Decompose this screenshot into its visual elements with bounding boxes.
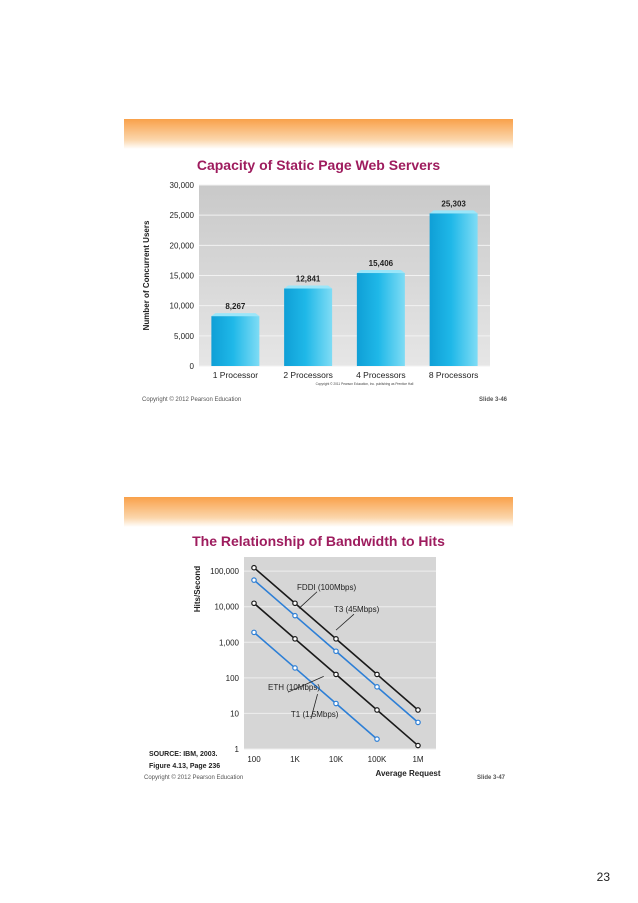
bar-value-label: 25,303	[441, 199, 466, 209]
x-axis-label: Average Request	[375, 769, 441, 778]
y-tick-label: 10,000	[214, 602, 239, 612]
y-tick-label: 100	[225, 673, 239, 683]
y-tick-label: 20,000	[169, 241, 194, 251]
series-point	[416, 720, 420, 724]
slide-footer-copyright: Copyright © 2012 Pearson Education	[144, 775, 244, 781]
series-point	[375, 672, 379, 676]
y-axis-label: Hits/Second	[193, 565, 202, 613]
series-label: T3 (45Mbps)	[333, 605, 380, 615]
y-tick-label: 10	[230, 709, 239, 719]
x-tick-label: 1M	[412, 755, 424, 764]
slide-header-strip	[124, 119, 513, 149]
y-tick-label: 15,000	[169, 271, 194, 281]
page-number: 23	[596, 870, 610, 884]
series-label: FDDI (100Mbps)	[297, 582, 357, 592]
y-tick-label: 1	[234, 745, 239, 754]
x-tick-label: 4 Processors	[356, 370, 406, 380]
slide-footer-copyright: Copyright © 2012 Pearson Education	[142, 397, 242, 403]
y-tick-label: 1,000	[218, 638, 239, 648]
y-tick-label: 5,000	[173, 331, 194, 341]
series-point	[334, 672, 338, 676]
bar-top	[211, 313, 259, 316]
bar-top	[284, 286, 332, 289]
slide-bandwidth	[124, 497, 513, 787]
series-label: T1 (1.5Mbps)	[290, 709, 339, 719]
bar-chart	[124, 175, 513, 415]
x-tick-label: 100K	[367, 755, 387, 764]
y-tick-label: 10,000	[169, 301, 194, 311]
bar-top	[430, 210, 478, 213]
bar-top	[357, 270, 405, 273]
chart-copyright: Copyright © 2011 Pearson Education, Inc. publishing as Prentice Hall	[315, 382, 414, 386]
y-tick-label: 0	[189, 362, 194, 371]
x-tick-label: 2 Processors	[283, 370, 333, 380]
series-point	[334, 649, 338, 653]
x-tick-label: 8 Processors	[428, 370, 479, 380]
bar-value-label: 15,406	[368, 259, 394, 269]
x-tick-label: 100	[247, 755, 261, 764]
series-point	[375, 737, 379, 741]
slide-title: The Relationship of Bandwidth to Hits	[192, 533, 445, 549]
bar	[430, 213, 478, 366]
series-point	[293, 601, 297, 605]
series-point	[293, 666, 297, 670]
series-point	[252, 578, 256, 582]
series-label: ETH (10Mbps)	[268, 683, 321, 693]
series-point	[416, 743, 420, 747]
slide-number: Slide 3-47	[476, 775, 505, 781]
x-tick-label: 10K	[328, 755, 344, 764]
series-point	[293, 637, 297, 641]
x-tick-label: 1 Processor	[212, 370, 259, 380]
series-point	[375, 708, 379, 712]
slide-header-strip	[124, 497, 513, 527]
bar	[211, 316, 259, 366]
y-tick-label: 30,000	[169, 181, 194, 190]
y-axis-label: Number of Concurrent Users	[142, 220, 151, 331]
bar-value-label: 12,841	[295, 274, 321, 284]
series-point	[375, 685, 379, 689]
series-point	[416, 708, 420, 712]
series-point	[252, 630, 256, 634]
slide-capacity	[124, 119, 513, 409]
source-citation: SOURCE: IBM, 2003.	[149, 751, 218, 758]
x-tick-label: 1K	[290, 755, 300, 764]
series-point	[293, 613, 297, 617]
slide-number: Slide 3-46	[478, 397, 507, 403]
y-tick-label: 100,000	[210, 567, 239, 577]
bar	[357, 273, 405, 366]
y-tick-label: 25,000	[169, 211, 194, 221]
series-point	[252, 601, 256, 605]
bar-value-label: 8,267	[225, 302, 246, 312]
figure-reference: Figure 4.13, Page 236	[149, 763, 221, 770]
series-point	[334, 637, 338, 641]
bar	[284, 289, 332, 366]
series-point	[334, 701, 338, 705]
slide-title: Capacity of Static Page Web Servers	[196, 157, 441, 173]
series-point	[252, 566, 256, 570]
